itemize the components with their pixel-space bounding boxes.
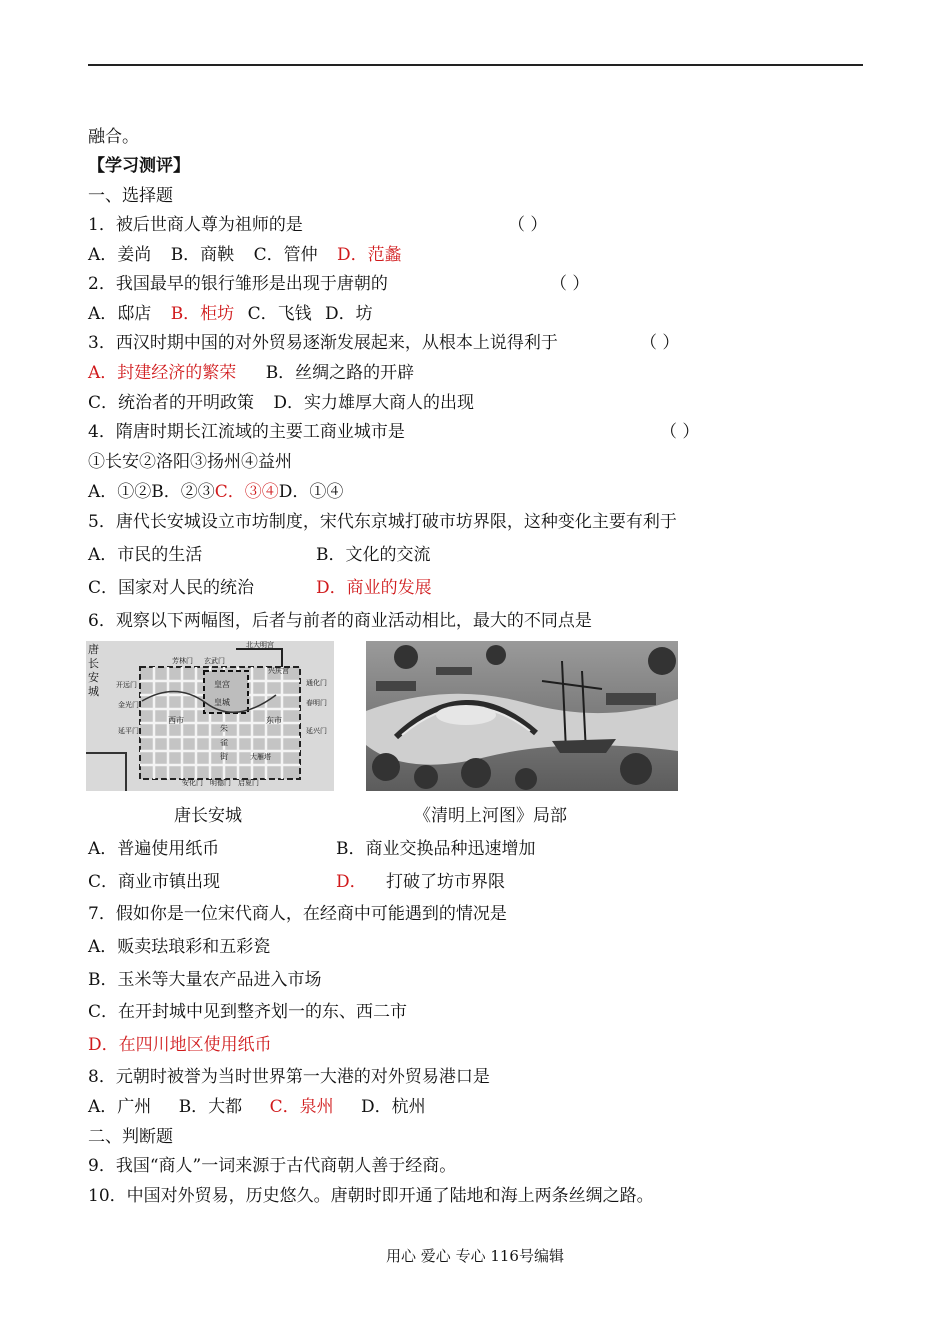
q5-option-a: A．市民的生活 (88, 545, 203, 565)
q6-option-a: A．普遍使用纸币 (88, 839, 220, 859)
boat-canopy (436, 705, 496, 725)
area-dayan-pagoda: 大雁塔 (250, 753, 271, 761)
area-zhuque-1: 朱 (220, 724, 228, 733)
q8-options (88, 1096, 426, 1118)
q4-option-c-answer: C．③④ (214, 482, 279, 502)
q8-option-a: A．广州 (88, 1097, 152, 1117)
gate-jinguang: 金光门 (118, 701, 139, 709)
q8-option-c-answer: C．泉州 (269, 1097, 334, 1117)
q2-stem: 2．我国最早的银行雏形是出现于唐朝的 (88, 274, 388, 294)
q2-option-a: A．邸店 (88, 304, 152, 324)
q3-option-a-answer: A．封建经济的繁荣 (88, 363, 237, 383)
q7-option-b: B．玉米等大量农产品进入市场 (88, 970, 322, 990)
gate-mingde: 明德门 (210, 779, 231, 787)
q3-option-c: C．统治者的开明政策 (88, 393, 255, 413)
changan-map-svg (86, 641, 334, 791)
q1-answer-paren: （ ） (508, 215, 548, 235)
caption-qingming: 《清明上河图》局部 (414, 806, 567, 826)
q4-option-b: B．②③ (151, 482, 215, 502)
header-rule (88, 64, 863, 66)
q6-option-d-text: 打破了坊市界限 (386, 872, 506, 892)
q3-options-row2 (88, 392, 474, 414)
part-2-heading: 二、判断题 (88, 1127, 173, 1147)
q5-option-b: B．文化的交流 (316, 545, 431, 565)
map-title-4: 城 (88, 685, 99, 698)
q1-option-c: C．管仲 (253, 245, 318, 265)
section-title: 【学习测评】 (88, 156, 190, 176)
q3-stem: 3．西汉时期中国的对外贸易逐渐发展起来，从根本上说得利于 (88, 333, 558, 353)
q10-statement: 10．中国对外贸易，历史悠久。唐朝时即开通了陆地和海上两条丝绸之路。 (88, 1186, 654, 1206)
q6-stem: 6．观察以下两幅图，后者与前者的商业活动相比，最大的不同点是 (88, 611, 592, 631)
map-title-2: 长 (88, 657, 99, 670)
gate-fanglin: 芳林门 (172, 657, 193, 665)
q2-option-c: C．飞钱 (247, 304, 312, 324)
q7-option-d-answer: D．在四川地区使用纸币 (88, 1035, 272, 1055)
gate-chunming: 春明门 (306, 699, 327, 707)
q4-items: ①长安②洛阳③扬州④益州 (88, 452, 292, 472)
area-imperial-city: 皇城 (214, 698, 230, 707)
qingming-painting-svg (366, 641, 678, 791)
q3-option-b: B．丝绸之路的开辟 (265, 363, 415, 383)
q7-option-a: A．贩卖珐琅彩和五彩瓷 (88, 937, 271, 957)
q1-option-b: B．商鞅 (170, 245, 235, 265)
daming-palace: 北大明宫 (246, 641, 274, 649)
q2-options (88, 303, 373, 325)
q3-options-row1 (88, 362, 414, 384)
q2-answer-paren: （ ） (550, 274, 590, 294)
q4-options (88, 481, 343, 503)
q6-option-c: C．商业市镇出现 (88, 872, 221, 892)
q5-option-d-answer: D．商业的发展 (316, 578, 432, 598)
q4-option-a: A．①② (88, 482, 152, 502)
q1-option-d-answer: D．范蠡 (337, 245, 402, 265)
q4-option-d: D．①④ (278, 482, 344, 502)
q4-answer-paren: （ ） (660, 422, 700, 442)
area-palace: 皇宫 (214, 680, 230, 689)
area-zhuque-2: 雀 (220, 738, 228, 747)
q7-option-c: C．在开封城中见到整齐划一的东、西二市 (88, 1002, 408, 1022)
intro-tail: 融合。 (88, 127, 139, 147)
map-title-1: 唐 (88, 643, 99, 656)
cargo-boat (552, 739, 616, 753)
q1-stem: 1．被后世商人尊为祖师的是 (88, 215, 303, 235)
gate-xuanwu: 玄武门 (204, 657, 225, 665)
gate-anhua: 安化门 (182, 779, 203, 787)
area-zhuque-3: 街 (220, 752, 228, 761)
q5-option-c: C．国家对人民的统治 (88, 578, 255, 598)
page-footer: 用心 爱心 专心 116号编辑 (386, 1247, 564, 1265)
q1-options (88, 244, 402, 266)
q8-stem: 8．元朝时被誉为当时世界第一大港的对外贸易港口是 (88, 1067, 490, 1087)
q8-option-d: D．杭州 (361, 1097, 426, 1117)
q4-stem: 4．隋唐时期长江流域的主要工商业城市是 (88, 422, 405, 442)
q3-answer-paren: （ ） (640, 333, 680, 353)
xingqing-palace: 兴庆宫 (268, 667, 289, 675)
caption-changan: 唐长安城 (174, 806, 242, 826)
q6-option-d-row (336, 871, 505, 893)
q9-statement: 9．我国“商人”一词来源于古代商朝人善于经商。 (88, 1156, 457, 1176)
gate-tonghua: 通化门 (306, 679, 327, 687)
area-east-market: 东市 (266, 716, 282, 725)
qingming-painting-image (366, 641, 678, 791)
q2-option-b-answer: B．柜坊 (170, 304, 235, 324)
q3-option-d: D．实力雄厚大商人的出现 (273, 393, 475, 413)
q5-stem: 5．唐代长安城设立市坊制度，宋代东京城打破市坊界限，这种变化主要有利于 (88, 512, 677, 532)
q6-option-b: B．商业交换品种迅速增加 (336, 839, 536, 859)
map-title-3: 安 (88, 671, 99, 684)
q2-option-d: D．坊 (325, 304, 373, 324)
changan-map-image (86, 641, 334, 791)
gate-kaiyuan: 开远门 (116, 681, 137, 689)
q7-stem: 7．假如你是一位宋代商人，在经商中可能遇到的情况是 (88, 904, 507, 924)
q8-option-b: B．大都 (178, 1097, 243, 1117)
q1-option-a: A．姜尚 (88, 245, 152, 265)
part-1-heading: 一、选择题 (88, 186, 173, 206)
area-west-market: 西市 (168, 716, 184, 725)
gate-qixia: 启夏门 (238, 779, 259, 787)
gate-yanxing: 延兴门 (306, 727, 327, 735)
gate-yanping: 延平门 (118, 727, 139, 735)
q6-option-d-letter: D． (336, 872, 367, 892)
